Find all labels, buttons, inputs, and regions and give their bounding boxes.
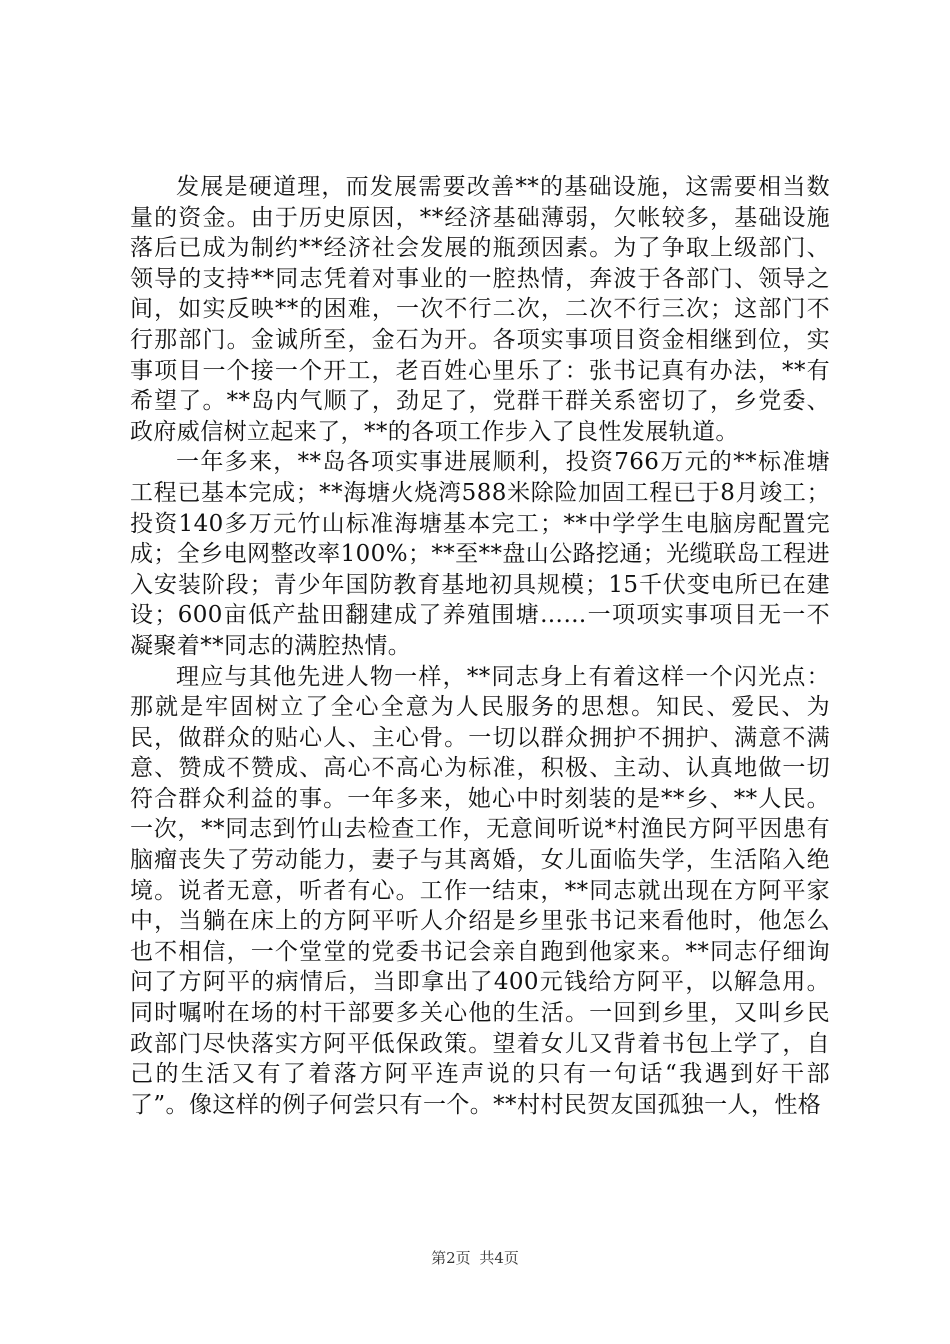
paragraph-3: 理应与其他先进人物一样，**同志身上有着这样一个闪光点：那就是牢固树立了全心全意为人民服务的思想。知民、爱民、为民，做群众的贴心人、主心骨。一切以群众拥护不拥护、满意不满意、赞成不赞成、高心不高心为标准，积极、主动、认真地做一切符合群众利益的事。一年多来，她心中时刻装的是**乡、**人民。一次，**同志到竹山去检查工作，无意间听说*村渔民方阿平因患有脑瘤丧失了劳动能力，妻子与其离婚，女儿面临失学，生活陷入绝境。说者无意，听者有心。工作一结束，**同志就出现在方阿平家中，当躺在床上的方阿平听人介绍是乡里张书记来看他时，他怎么也不相信，一个堂堂的党委书记会亲自跑到他家来。**同志仔细询问了方阿平的病情后，当即拿出了400元钱给方阿平，以解急用。同时嘱咐在场的村干部要多关心他的生活。一回到乡里，又叫乡民政部门尽快落实方阿平低保政策。望着女儿又背着书包上学了，自己的生活又有了着落方阿平连声说的只有一句话“我遇到好干部了”。像这样的例子何尝只有一个。**村村民贺友国孤独一人，性格 bbox=[130, 663, 830, 1118]
page-footer bbox=[0, 1247, 950, 1268]
page-total: 共4页 bbox=[479, 1249, 519, 1267]
paragraph-2: 一年多来，**岛各项实事进展顺利，投资766万元的**标准塘工程已基本完成；**海塘火烧湾588米除险加固工程已于8月竣工；投资140多万元竹山标准海塘基本完工；**中学学生电脑房配置完成；全乡电网整改率100%；**至**盘山公路挖通；光缆联岛工程进入安装阶段；青少年国防教育基地初具规模；15千伏变电所已在建设；600亩低产盐田翻建成了养殖围塘……一项项实事项目无一不凝聚着**同志的满腔热情。 bbox=[130, 449, 830, 659]
page-number: 第2页 bbox=[431, 1249, 471, 1267]
paragraph-1: 发展是硬道理，而发展需要改善**的基础设施，这需要相当数量的资金。由于历史原因，**经济基础薄弱，欠帐较多，基础设施落后已成为制约**经济社会发展的瓶颈因素。为了争取上级部门、领导的支持**同志凭着对事业的一腔热情，奔波于各部门、领导之间，如实反映**的困难，一次不行二次，二次不行三次；这部门不行那部门。金诚所至，金石为开。各项实事项目资金相继到位，实事项目一个接一个开工，老百姓心里乐了：张书记真有办法，**有希望了。**岛内气顺了，劲足了，党群干群关系密切了，乡党委、政府威信树立起来了，**的各项工作步入了良性发展轨道。 bbox=[130, 174, 830, 445]
document-body bbox=[130, 172, 830, 1120]
